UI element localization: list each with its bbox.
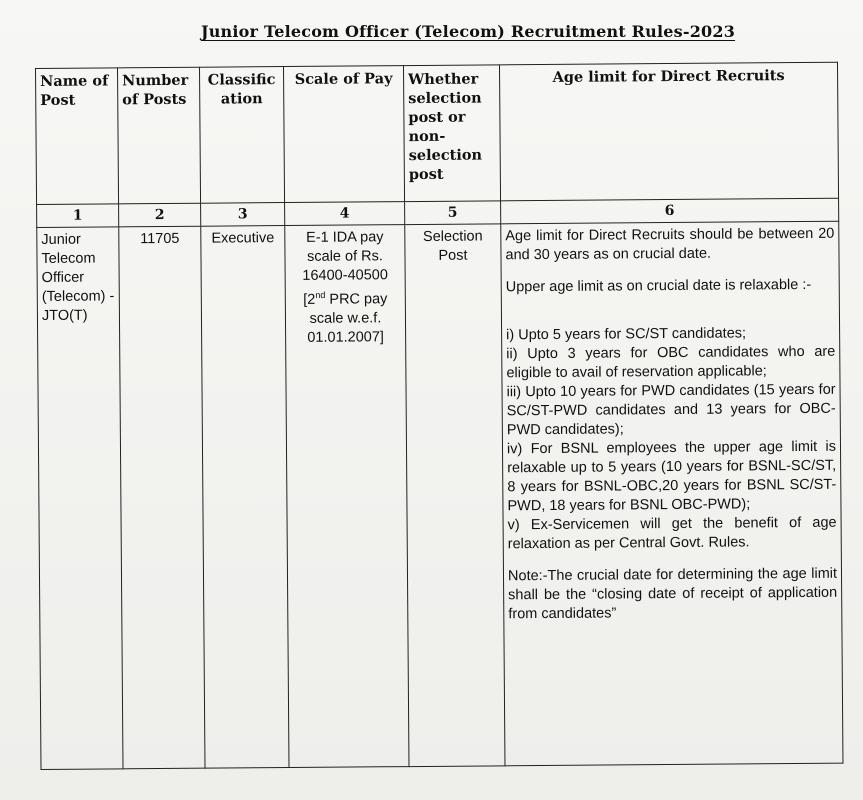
recruitment-rules-table bbox=[35, 62, 843, 770]
column-number: 2 bbox=[119, 203, 201, 227]
cell-selection-post: Selection Post bbox=[405, 224, 505, 767]
age-relax-item: iv) For BSNL employees the upper age limit is relaxable up to 5 years (10 years for BSNL-SC/ST, 8 years for BSNL-OBC,20 years for BSNL SC/ST-PWD, 18 years for BSNL OBC-PWD); bbox=[506, 438, 837, 515]
header-scale-of-pay: Scale of Pay bbox=[283, 66, 404, 203]
header-number-of-posts: Number of Posts bbox=[118, 67, 201, 204]
cell-number-of-posts: 11705 bbox=[119, 226, 205, 769]
age-relax-heading: Upper age limit as on crucial date is relaxable :- bbox=[505, 276, 812, 296]
column-number: 4 bbox=[285, 202, 405, 226]
age-relax-item: iii) Upto 10 years for PWD candidates (15 years for SC/ST-PWD candidates and 13 years for OBC-PWD candidates); bbox=[506, 381, 836, 439]
scale-of-pay-prc-rest: PRC pay scale w.e.f. 01.01.2007] bbox=[307, 291, 388, 346]
age-limit-intro: Age limit for Direct Recruits should be between 20 and 30 years as on crucial date. bbox=[505, 225, 835, 264]
table-row bbox=[37, 221, 843, 769]
age-relax-item: v) Ex-Servicemen will get the benefit of age relaxation as per Central Govt. Rules. bbox=[507, 514, 837, 553]
scale-of-pay-main: E-1 IDA pay scale of Rs. 16400-40500 bbox=[302, 229, 388, 284]
cell-classification: Executive bbox=[201, 226, 289, 769]
scale-of-pay-prc-superscript: nd bbox=[315, 289, 326, 300]
scale-of-pay-prc bbox=[303, 291, 387, 346]
column-number: 5 bbox=[405, 201, 501, 225]
column-number: 1 bbox=[37, 204, 119, 228]
scale-of-pay-prc-open: [2 bbox=[303, 291, 316, 308]
cell-age-limit bbox=[501, 221, 843, 766]
header-selection-post: Whether selection post or non-selection post bbox=[403, 65, 500, 202]
age-relax-item: i) Upto 5 years for SC/ST candidates; bbox=[506, 325, 747, 344]
cell-name-of-post: Junior Telecom Officer (Telecom) -JTO(T) bbox=[37, 227, 123, 770]
age-limit-note: Note:-The crucial date for determining the age limit shall be the “closing date of receipt of application from candidates” bbox=[507, 565, 838, 623]
header-age-limit: Age limit for Direct Recruits bbox=[499, 62, 838, 201]
document-title: Junior Telecom Officer (Telecom) Recruitment Rules-2023 bbox=[200, 22, 736, 41]
cell-scale-of-pay bbox=[285, 225, 409, 768]
header-classification: Classific ation bbox=[199, 67, 284, 204]
column-number: 6 bbox=[501, 198, 839, 224]
age-relax-item: ii) Upto 3 years for OBC candidates who are eligible to avail of reservation applicable; bbox=[506, 343, 836, 382]
column-number: 3 bbox=[201, 203, 285, 227]
header-row bbox=[36, 62, 839, 204]
header-name-of-post: Name of Post bbox=[36, 68, 119, 205]
